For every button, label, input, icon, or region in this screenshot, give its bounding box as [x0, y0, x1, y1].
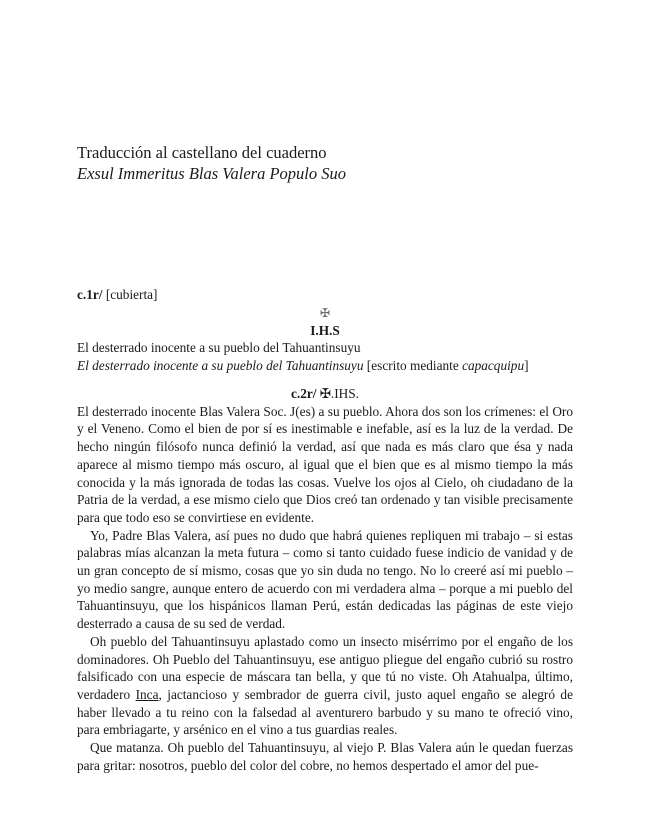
heading-line-1: Traducción al castellano del cuaderno: [77, 143, 327, 162]
cover-note-a: [escrito mediante: [363, 357, 463, 373]
document-heading: [77, 142, 346, 184]
paragraph-3-b: , jactancioso y sembrador de guerra civil, justo aquel engaño se alegró de haber llevado a tu reino con la falsedad al aventurero barbudo y su mano te ofreció vino, para embriagarte, y arsénico en el vino a tus guardias reales.: [77, 686, 573, 738]
folio-2-heading: [77, 385, 573, 403]
folio-note: [cubierta]: [105, 287, 158, 302]
folio-label: c.1r/: [77, 287, 103, 302]
heading-line-2: Exsul Immeritus Blas Valera Populo Suo: [77, 164, 347, 183]
folio-2-label: c.2r/: [290, 386, 317, 401]
paragraph-4: Que matanza. Oh pueblo del Tahuantinsuyu, al viejo P. Blas Valera aún le quedan fuerzas para gritar: nosotros, pueblo del color del cobre, no hemos despertado el amor del pue-: [77, 740, 573, 773]
cover-line-2-italic: El desterrado inocente a su pueblo del Tahuantinsuyu: [77, 357, 364, 373]
folio-2-ihs: ✠.IHS.: [316, 386, 360, 401]
paragraph-3: [77, 633, 573, 739]
cross-icon: ✠: [319, 305, 331, 320]
section-folio-2r: [77, 385, 573, 774]
cover-line-1: El desterrado inocente a su pueblo del Tahuantinsuyu: [77, 340, 361, 355]
paragraph-3-underlined: Inca: [135, 686, 159, 702]
ihs-heading: I.H.S: [310, 322, 340, 338]
cover-line-2: [77, 357, 573, 375]
paragraph-3-a: Oh pueblo del Tahuantinsuyu aplastado como un insecto misérrimo por el engaño de los dominadores. Oh Pueblo del Tahuantinsuyu, ese antiguo pliegue del engaño cubrió su rostro falsificado con una especie de máscara tan bella, y que tú no viste. Oh Atahualpa, último, verdadero: [77, 633, 573, 702]
cover-note-b: ]: [524, 357, 529, 373]
folio-line: [77, 286, 573, 304]
cover-note-italic: capacquipu: [462, 357, 525, 373]
paragraph-1: El desterrado inocente Blas Valera Soc. J(es) a su pueblo. Ahora dos son los crímenes: el Oro y el Veneno. Como el bien de por sí es inestimable e inefable, así es la luz de la verdad. De hecho ningún filósofo nunca definió la verdad, así que nada es más claro que ésa y nada aparece al mismo tiempo más oscuro, al igual que el bien que es al mismo tiempo la más conocida y la más ignorada de todas las cosas. Vuelve los ojos al Cielo, oh ciudadano de la Patria de la verdad, a ese mismo cielo que Dios creó tan ordenado y tan visible precisamente para que todo eso se convirtiese en evidente.: [77, 403, 573, 525]
section-cover: [77, 286, 573, 374]
paragraph-2: Yo, Padre Blas Valera, así pues no dudo que habrá quienes repliquen mi trabajo – si estas palabras mías alcanzan la meta futura – como si tanto cuidado fuese indicio de vanidad y de un gran concepto de sí mismo, cosas que yo sin duda no tengo. No lo creeré así mi pueblo – yo medio sangre, aunque entero de acuerdo con mi verdadera alma – porque a mi pueblo del Tahuantinsuyu, que los hispánicos llaman Perú, están dedicadas las páginas de este viejo desterrado a causa de su sed de verdad.: [77, 527, 573, 632]
